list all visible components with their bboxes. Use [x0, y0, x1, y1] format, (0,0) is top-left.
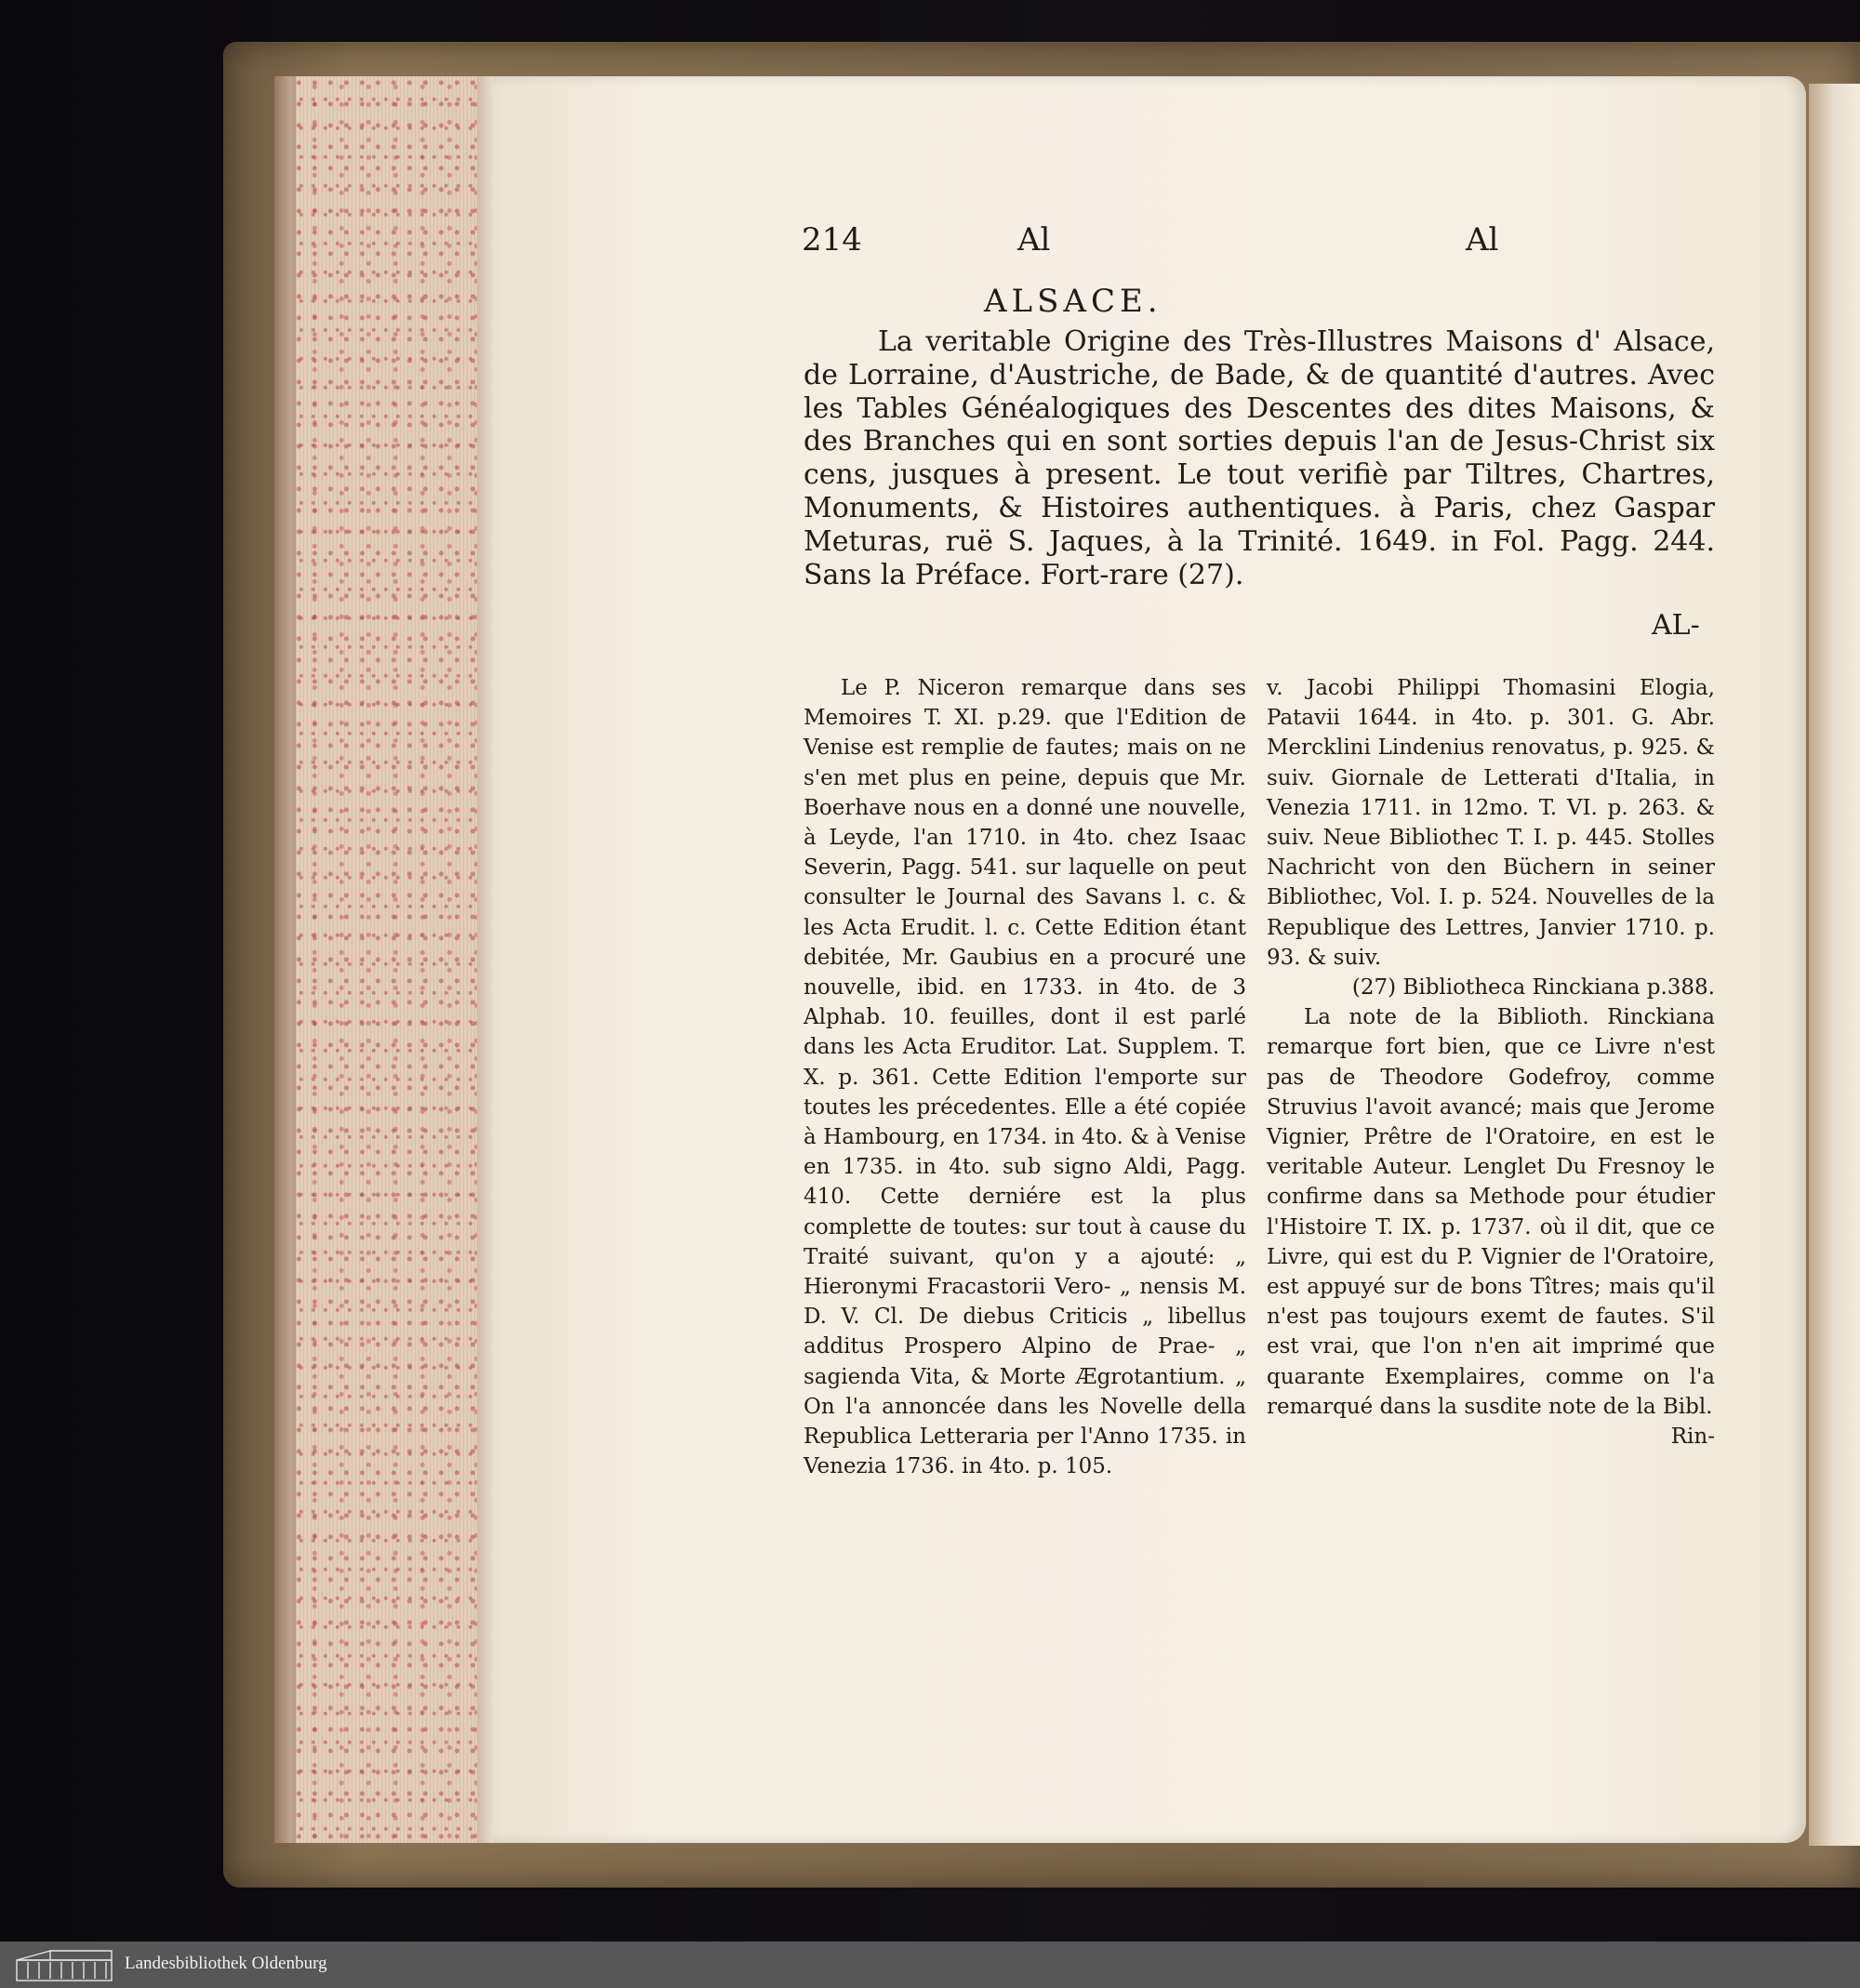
note-column-right — [1267, 673, 1715, 1451]
catchword-bottom: Rin- — [1670, 1425, 1715, 1450]
note-right-paragraph-top: v. Jacobi Philippi Thomasini Elogia, Patavii 1644. in 4to. p. 301. G. Abr. Mercklini Lindenius renovatus, p. 925. & suiv. Giornale de Letterati d'Italia, in Venezia 1711. in 12mo. T. VI. p. 263. & suiv. Neue Bibliothec T. I. p. 445. Stolles Nachricht von den Büchern in seiner Bibliothec, Vol. I. p. 524. Nouvelles de la Republique des Lettres, Janvier 1710. p. 93. & suiv. — [1267, 676, 1715, 970]
note-column-left — [804, 673, 1246, 1481]
note-right-paragraph-bottom: La note de la Biblioth. Rinckiana remarque fort bien, que ce Livre n'est pas de Theodore Godefroy, comme Struvius l'avoit avancé; mais que Jerome Vignier, Prêtre de l'Oratoire, en est le veritable Auteur. Lenglet Du Fresnoy le confirme dans sa Methode pour étudier l'Histoire T. IX. p. 1737. où il dit, que ce Livre, qui est du P. Vignier de l'Oratoire, est appuyé sur de bons Tîtres; mais qu'il n'est pas toujours exemt de fautes. S'il est vrai, que l'on n'en ait imprimé que quarante Exemplaires, comme on l'a remarqué dans la susdite note de la Bibl. — [1267, 1005, 1715, 1419]
facing-page-edge — [1809, 84, 1860, 1846]
catchword-top: AL- — [1652, 609, 1700, 642]
running-head-left: Al — [1017, 221, 1051, 258]
note-left-paragraph: Le P. Niceron remarque dans ses Memoires T. XI. p.29. que l'Edition de Venise est remplie de fautes; mais on ne s'en met plus en peine, depuis que Mr. Boerhave nous en a donné une nouvelle, à Leyde, l'an 1710. in 4to. chez Isaac Severin, Pagg. 541. sur laquelle on peut consulter le Journal des Savans l. c. & les Acta Erudit. l. c. Cette Edition étant debitée, Mr. Gaubius en a procuré une nouvelle, ibid. en 1733. in 4to. de 3 Alphab. 10. feuilles, dont il est parlé dans les Acta Eruditor. Lat. Supplem. T. X. p. 361. Cette Edition l'emporte sur toutes les précedentes. Elle a été copiée à Hambourg, en 1734. in 4to. & à Venise en 1735. in 4to. sub signo Aldi, Pagg. 410. Cette derniére est la plus complette de toutes: sur tout à cause du Traité suivant, qu'on y a ajouté: „ Hieronymi Fracastorii Vero- „ nensis M. D. V. Cl. De diebus Criticis „ libellus additus Prospero Alpino de Prae- „ sagienda Vita, & Morte Ægrotantium. „ On l'a annoncée dans les Novelle della Republica Letteraria per l'Anno 1735. in Venezia 1736. in 4to. p. 105. — [804, 676, 1246, 1479]
page-number: 214 — [802, 221, 862, 258]
library-building-icon — [13, 1947, 115, 1982]
entry-title: ALSACE. — [984, 283, 1162, 320]
footnote-27: (27) Bibliotheca Rinckiana p.388. — [1351, 975, 1715, 1001]
running-head-right: Al — [1466, 221, 1499, 258]
speckled-page-edges — [296, 76, 477, 1843]
entry-intro: La veritable Origine des Très-Illustres Maisons d' Alsace, de Lorraine, d'Austriche, de Bade, & de quantité d'autres. Avec les Tables Généalogiques des Descentes des dites Maisons, & des Branches qui en sont sorties depuis l'an de Jesus-Christ six cens, jusques à present. Le tout verifiè par Tiltres, Chartres, Monuments, & Histoires authentiques. à Paris, chez Gaspar Meturas, ruë S. Jaques, à la Trinité. 1649. in Fol. Pagg. 244. Sans la Préface. Fort-rare (27). — [804, 325, 1715, 591]
library-name: Landesbibliothek Oldenburg — [125, 1954, 327, 1973]
